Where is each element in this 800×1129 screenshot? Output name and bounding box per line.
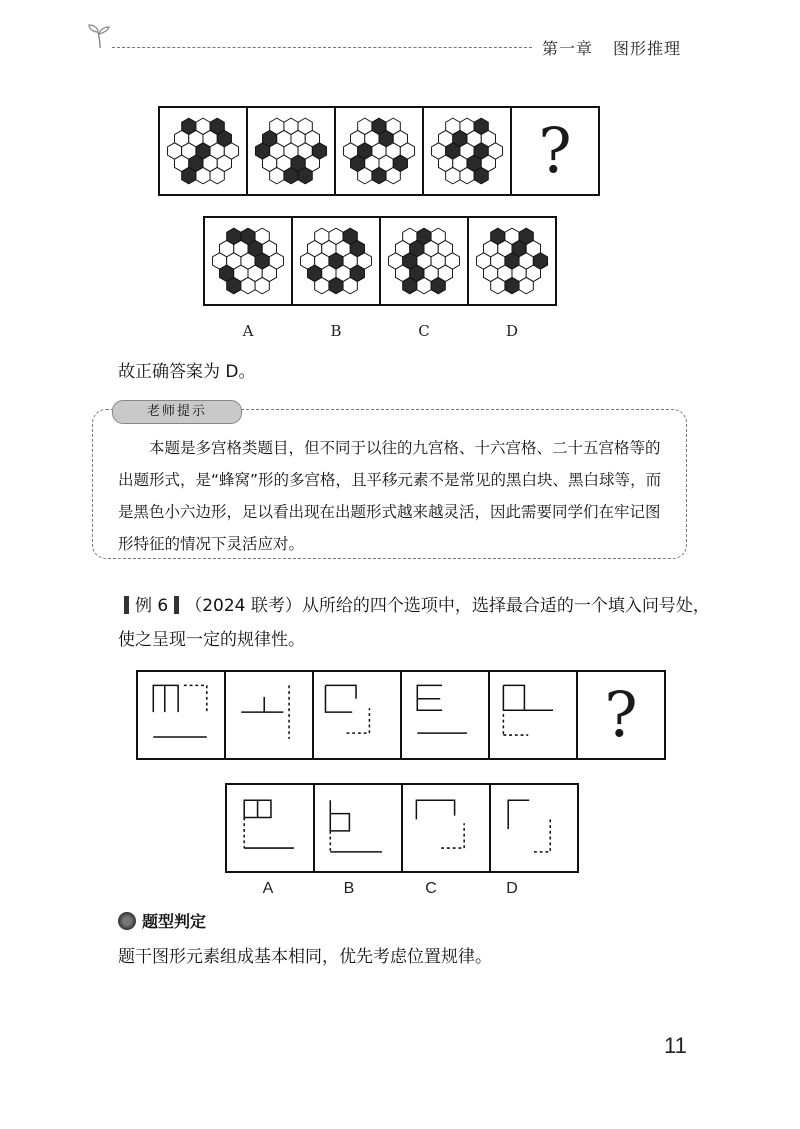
ex5-question-figure-2 xyxy=(246,106,336,196)
ex6-question-mark-cell xyxy=(576,670,666,760)
page-number: 11 xyxy=(664,1033,687,1058)
hex-cell xyxy=(227,277,241,293)
running-header xyxy=(542,36,681,59)
honeycomb-figure xyxy=(381,218,467,304)
ex5-question-figure-3 xyxy=(334,106,424,196)
chapter-title: 图形推理 xyxy=(613,39,682,58)
honeycomb-figure xyxy=(424,108,510,194)
hex-cell xyxy=(343,277,357,293)
ex6-question-figure-5 xyxy=(488,670,578,760)
ex6-option-c[interactable] xyxy=(401,783,491,873)
example5-question-row xyxy=(158,106,600,196)
ex5-option-a[interactable] xyxy=(203,216,293,306)
ex5-question-mark-cell xyxy=(510,106,600,196)
section-body: 题干图形元素组成基本相同，优先考虑位置规律。 xyxy=(118,947,492,967)
ex5-label-d: D xyxy=(505,322,519,340)
ex6-label-c: C xyxy=(425,880,437,897)
hex-cell xyxy=(372,167,386,183)
hex-cell xyxy=(358,167,372,183)
tip-badge: 老师提示 xyxy=(112,400,242,424)
hex-cell xyxy=(196,167,210,183)
ex6-option-b[interactable] xyxy=(313,783,403,873)
ex5-question-figure-4 xyxy=(422,106,512,196)
hex-cell xyxy=(329,277,343,293)
hex-cell xyxy=(505,277,519,293)
hex-cell xyxy=(519,277,533,293)
hex-cell xyxy=(431,277,445,293)
ex6-label-a: A xyxy=(262,880,274,897)
ex6-question-figure-1 xyxy=(136,670,226,760)
honeycomb-figure xyxy=(205,218,291,304)
example-marker-right xyxy=(174,596,179,614)
hex-cell xyxy=(403,277,417,293)
section-heading xyxy=(118,909,206,932)
ex5-label-a: A xyxy=(242,322,254,340)
example6-question-line2: 使之呈现一定的规律性。 xyxy=(118,630,305,650)
ex5-option-c[interactable] xyxy=(379,216,469,306)
hex-cell xyxy=(446,167,460,183)
hex-cell xyxy=(241,277,255,293)
example6-question-row xyxy=(136,670,666,760)
chapter-label: 第一章 xyxy=(542,39,594,58)
hex-cell xyxy=(298,167,312,183)
hex-cell xyxy=(460,167,474,183)
ex5-option-d[interactable] xyxy=(467,216,557,306)
hex-cell xyxy=(386,167,400,183)
hex-cell xyxy=(270,167,284,183)
hex-cell xyxy=(417,277,431,293)
example6-question-line1: （2024 联考）从所给的四个选项中，选择最合适的一个填入问号处， xyxy=(185,596,710,616)
hex-cell xyxy=(315,277,329,293)
honeycomb-figure xyxy=(293,218,379,304)
ex6-question-figure-4 xyxy=(400,670,490,760)
ex6-question-figure-2 xyxy=(224,670,314,760)
header-divider xyxy=(112,47,532,48)
ex6-option-d[interactable] xyxy=(489,783,579,873)
ex6-question-figure-3 xyxy=(312,670,402,760)
example6-option-row xyxy=(225,783,579,873)
question-mark: ? xyxy=(604,678,638,751)
example5-answer: 故正确答案为 D。 xyxy=(118,362,256,382)
example6-question xyxy=(118,589,710,623)
example6-label: 例 6 xyxy=(135,596,169,616)
sprout-icon xyxy=(86,22,114,50)
tip-body: 本题是多宫格类题目，但不同于以往的九宫格、十六宫格、二十五宫格等的出题形式，是“蜂窝”形的多宫格，且平移元素不是常见的黑白块、黑白球等，而是黑色小六边形，足以看出现在出题形式越来越灵活，因此需要同学们在牢记图形特征的情况下灵活应对。 xyxy=(118,439,662,553)
hex-cell xyxy=(284,167,298,183)
gear-bullet-icon xyxy=(118,912,136,930)
ex5-option-b[interactable] xyxy=(291,216,381,306)
ex5-label-c: C xyxy=(418,322,430,340)
ex6-label-d: D xyxy=(506,880,518,897)
honeycomb-figure xyxy=(469,218,555,304)
ex5-question-figure-1 xyxy=(158,106,248,196)
example5-option-row xyxy=(203,216,557,306)
ex6-option-a[interactable] xyxy=(225,783,315,873)
example-marker-left xyxy=(124,596,129,614)
hex-cell xyxy=(182,167,196,183)
hex-cell xyxy=(210,167,224,183)
ex5-label-b: B xyxy=(330,322,342,340)
ex6-label-b: B xyxy=(343,880,355,897)
honeycomb-figure xyxy=(336,108,422,194)
hex-cell xyxy=(491,277,505,293)
question-mark: ? xyxy=(538,114,572,187)
honeycomb-figure xyxy=(160,108,246,194)
section-title: 题型判定 xyxy=(142,912,207,931)
honeycomb-figure xyxy=(248,108,334,194)
hex-cell xyxy=(474,167,488,183)
hex-cell xyxy=(255,277,269,293)
